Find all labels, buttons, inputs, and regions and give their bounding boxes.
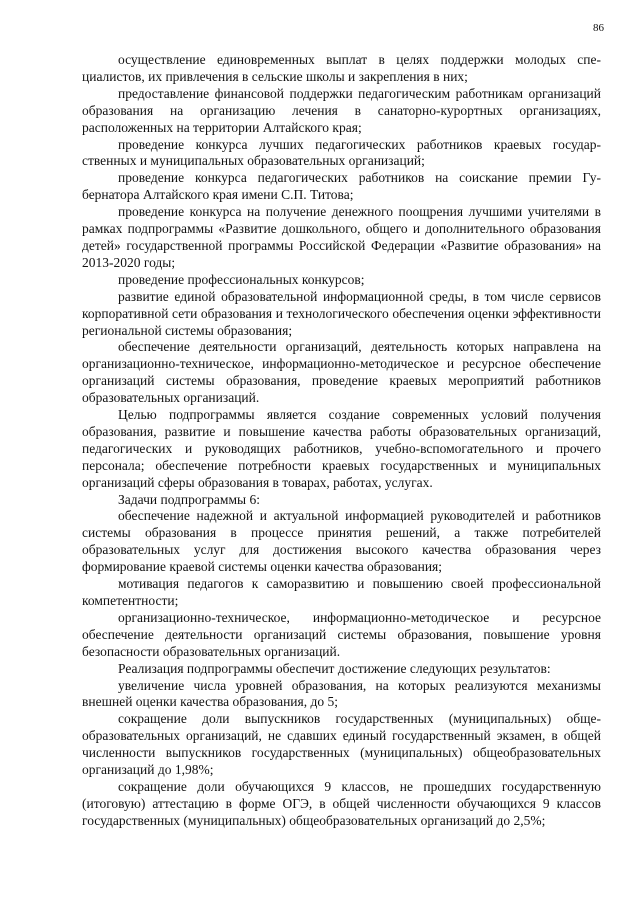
paragraph-2: предоставление финансовой поддержки педагогическим работникам организаций образования на организацию лечения в санаторно-курортных организациях, расположенных на территории Алтайского края; [82,85,601,135]
paragraph-8: обеспечение деятельности организаций, деятельность которых направлена на организационно-техническое, информационно-методическое и ресурсное обеспечение организаций системы образования, проведение краевых мероприятий работников образовательных организаций. [82,339,601,406]
paragraph-1: осуществление единовременных выплат в целях поддержки молодых специалистов, их привлечения в сельские школы и закрепления в них; [82,52,601,84]
document-body [82,52,601,830]
paragraph-7: развитие единой образовательной информационной среды, в том числе сервисов корпоративной сети образования и технологического обеспечения оценки эффективности региональной системы образования; [82,288,601,338]
paragraph-5: проведение конкурса на получение денежного поощрения лучшими учителями в рамках подпрограммы «Развитие дошкольного, общего и дополнительного образования детей» государственной программы Российской Федерации «Развитие образования» на 2013-2020 годы; [82,204,601,270]
paragraph-9: Целью подпрограммы является создание современных условий получения образования, развитие и повышение качества работы образовательных организаций, педагогических и руководящих работников, учебно-вспомогательного и прочего персонала; обеспечение потребности краевых государственных и муниципальных организаций сферы образования в товарах, работах, услугах. [82,407,601,490]
paragraph-17: сокращение доли обучающихся 9 классов, не прошедших государственную (итоговую) аттестацию в форме ОГЭ, в общей численности обучающихся 9 классов государственных (муниципальных) общеобразовательных организаций до 2,5%; [82,778,601,828]
paragraph-15: увеличение числа уровней образования, на которых реализуются механизмы внешней оценки качества образования, до 5; [82,677,601,710]
paragraph-10: Задачи подпрограммы 6: [118,491,260,507]
paragraph-4: проведение конкурса педагогических работников на соискание премии Губернатора Алтайского края имени С.П. Титова; [82,170,601,203]
paragraph-12: мотивация педагогов к саморазвитию и повышению своей профессиональной компетентности; [82,576,601,608]
paragraph-3: проведение конкурса лучших педагогических работников краевых государственных и муниципальных образовательных организаций; [82,136,601,169]
paragraph-16: сокращение доли выпускников государственных (муниципальных) общеобразовательных организаций, не сдавших единый государственный экзамен, в общей численности выпускников государственных (муниципальных) общеобразовательных организаций до 1,98%; [82,711,601,778]
paragraph-11: обеспечение надежной и актуальной информацией руководителей и работников системы образования в процессе принятия решений, а также потребителей образовательных услуг для достижения высокого качества образования через формирование краевой системы оценки качества образования; [82,508,601,575]
paragraph-13: организационно-техническое, информационно-методическое и ресурсное обеспечение деятельности организаций системы образования, повышение уровня безопасности образовательных организаций. [82,609,601,659]
paragraph-6: проведение профессиональных конкурсов; [118,271,365,287]
paragraph-14: Реализация подпрограммы обеспечит достижение следующих результатов: [118,660,551,676]
page-number: 86 [593,22,604,34]
